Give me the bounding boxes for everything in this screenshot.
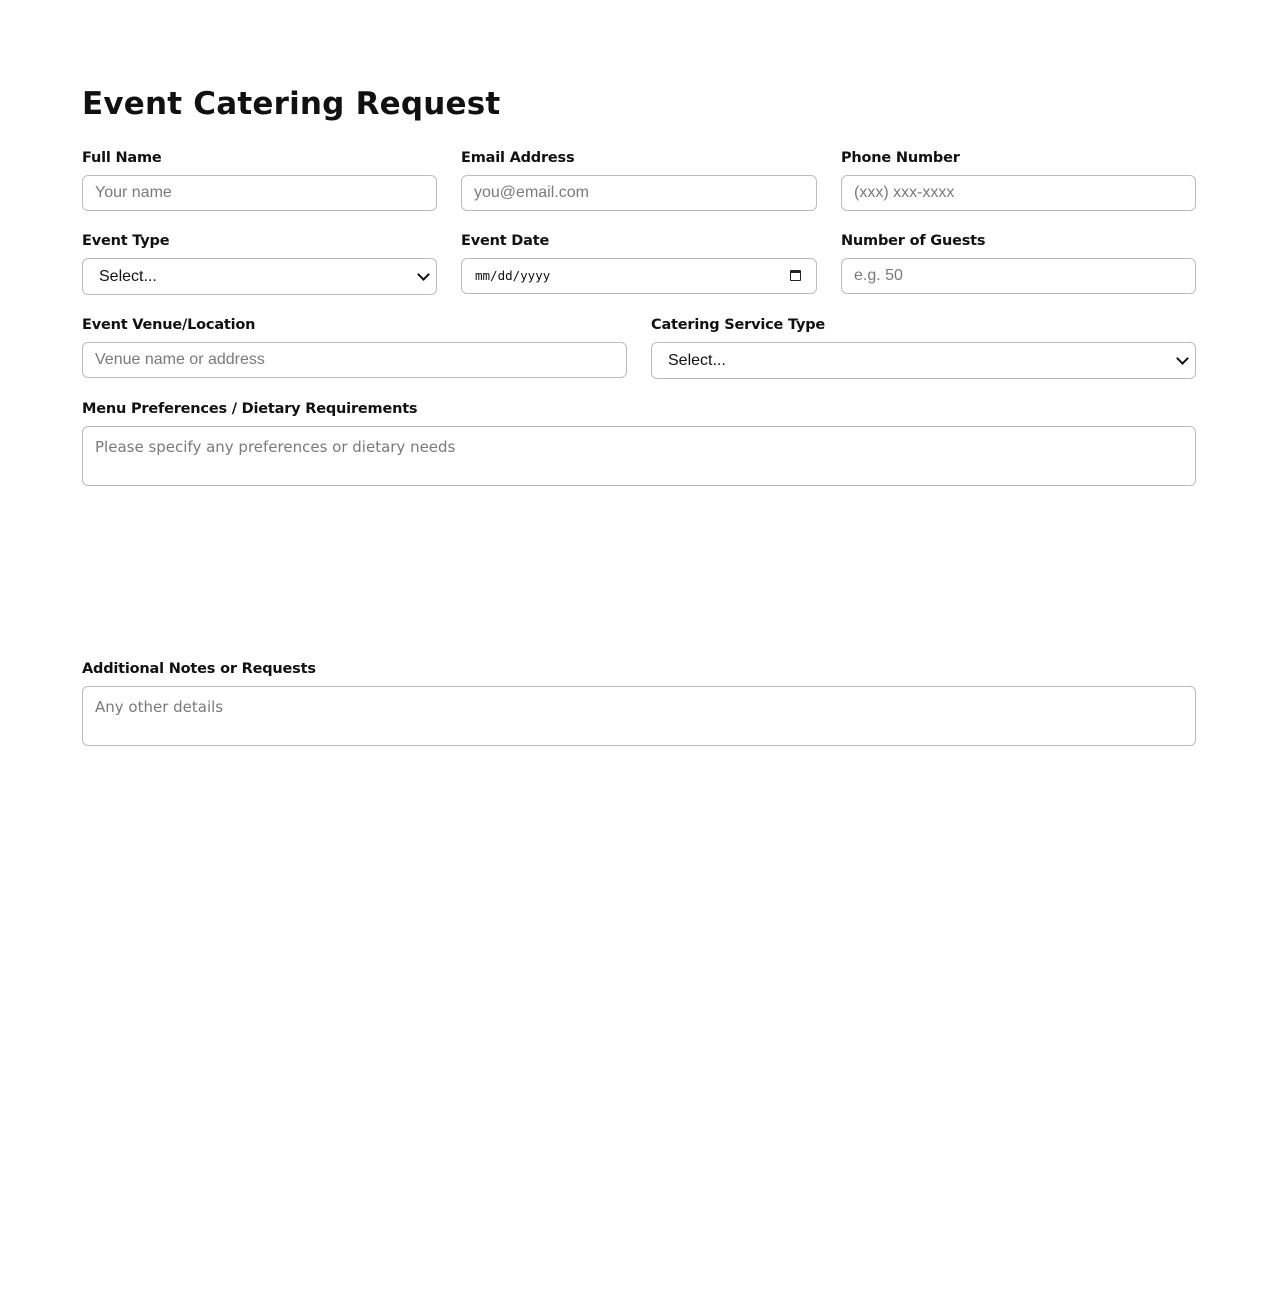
event-type-field [82,233,437,296]
full-name-field [82,150,437,212]
full-name-label: Full Name [82,150,162,166]
venue-input[interactable] [82,342,627,378]
menu-preferences-label: Menu Preferences / Dietary Requirements [82,401,418,417]
calendar-icon[interactable] [790,270,801,281]
service-type-select[interactable] [651,342,1196,379]
guests-field [841,233,1196,295]
menu-preferences-field [82,401,1196,487]
event-date-input[interactable] [461,258,817,294]
phone-input[interactable] [841,175,1196,211]
event-type-label: Event Type [82,233,170,249]
email-input[interactable] [461,175,817,211]
phone-label: Phone Number [841,150,960,166]
page-title: Event Catering Request [82,86,501,122]
full-name-input[interactable] [82,175,437,211]
service-type-field [651,317,1196,380]
service-type-label: Catering Service Type [651,317,826,333]
menu-preferences-textarea[interactable] [82,426,1196,486]
additional-notes-label: Additional Notes or Requests [82,661,316,677]
email-field [461,150,817,212]
email-label: Email Address [461,150,575,166]
guests-label: Number of Guests [841,233,986,249]
event-date-label: Event Date [461,233,550,249]
phone-field [841,150,1196,212]
venue-label: Event Venue/Location [82,317,256,333]
event-date-field [461,233,817,295]
event-type-select[interactable] [82,258,437,295]
venue-field [82,317,627,379]
guests-input[interactable] [841,258,1196,294]
additional-notes-field [82,661,1196,747]
event-date-placeholder: mm/dd/yyyy [475,268,551,283]
additional-notes-textarea[interactable] [82,686,1196,746]
